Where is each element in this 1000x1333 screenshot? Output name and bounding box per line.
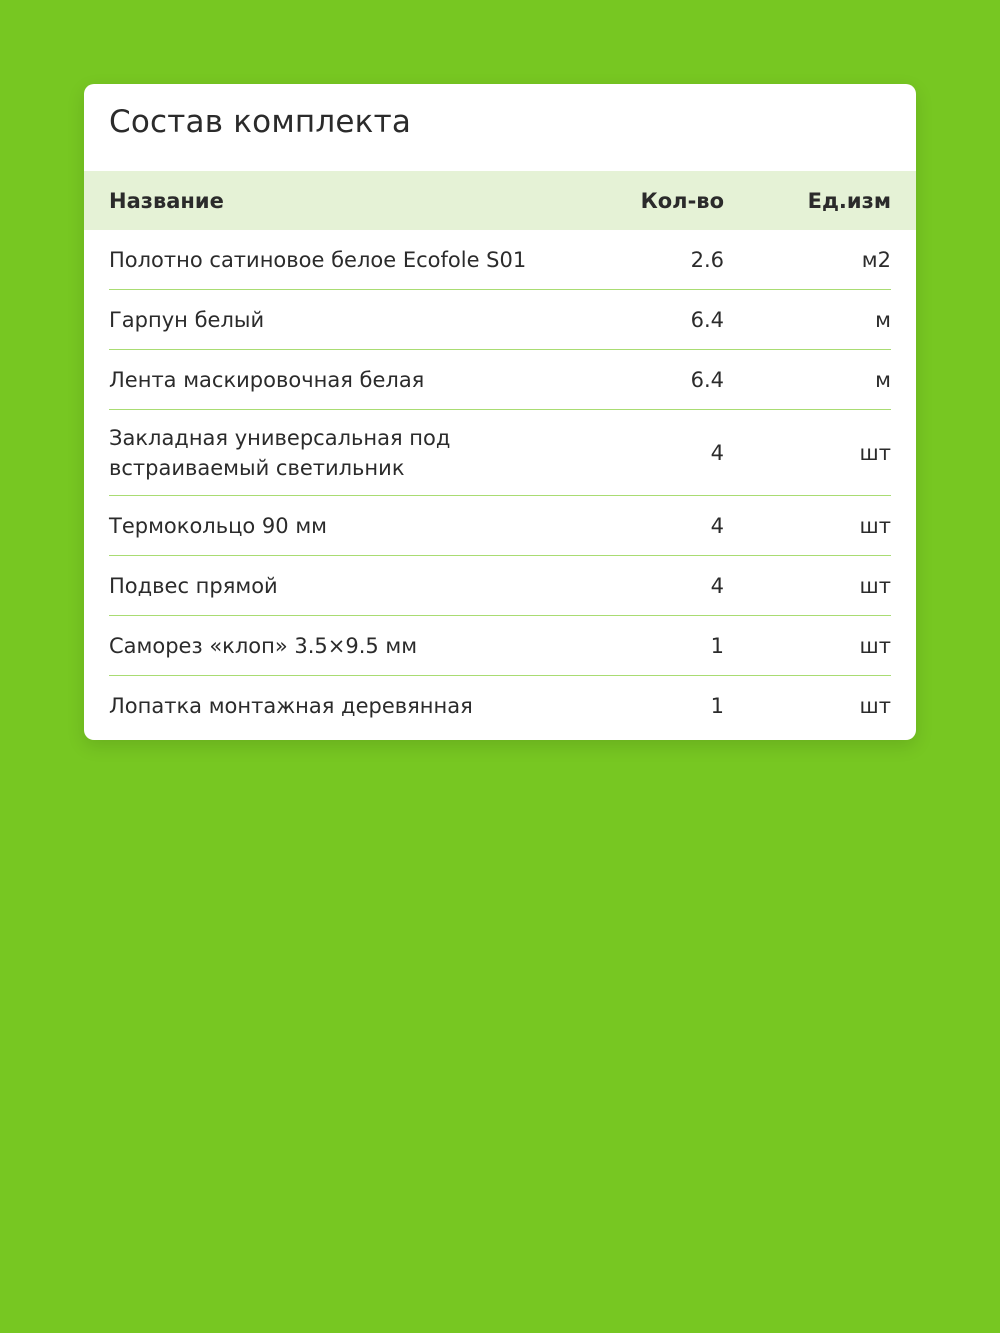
item-name: Подвес прямой [109, 574, 278, 598]
item-unit: шт [859, 634, 891, 658]
item-name: Лопатка монтажная деревянная [109, 694, 473, 718]
table-row [84, 290, 916, 350]
table-row [84, 410, 916, 496]
item-name: Закладная универсальная под встраиваемый светильник [109, 426, 451, 480]
table-row [84, 616, 916, 676]
table-row [84, 350, 916, 410]
item-qty: 1 [710, 694, 724, 718]
table-header [84, 171, 916, 230]
item-qty: 6.4 [690, 368, 724, 392]
item-qty: 6.4 [690, 308, 724, 332]
table-row [84, 496, 916, 556]
item-name: Термокольцо 90 мм [109, 514, 327, 538]
column-header-name: Название [109, 188, 224, 213]
item-name: Полотно сатиновое белое Ecofole S01 [109, 248, 527, 272]
item-name: Саморез «клоп» 3.5×9.5 мм [109, 634, 418, 658]
table-row [84, 556, 916, 616]
column-header-qty: Кол-во [640, 188, 724, 213]
item-qty: 4 [710, 441, 724, 465]
item-unit: шт [859, 441, 891, 465]
card-title: Состав комплекта [109, 104, 412, 140]
kit-composition-card [84, 84, 916, 740]
item-unit: шт [859, 694, 891, 718]
item-qty: 2.6 [690, 248, 724, 272]
item-unit: м [875, 308, 891, 332]
item-unit: шт [859, 514, 891, 538]
table-row [84, 676, 916, 736]
item-unit: м [875, 368, 891, 392]
table-body [84, 230, 916, 736]
column-header-unit: Ед.изм [807, 188, 891, 213]
item-name: Гарпун белый [109, 308, 265, 332]
item-name: Лента маскировочная белая [109, 368, 425, 392]
table-row [84, 230, 916, 290]
item-qty: 4 [710, 514, 724, 538]
item-qty: 1 [710, 634, 724, 658]
item-qty: 4 [710, 574, 724, 598]
item-unit: шт [859, 574, 891, 598]
item-unit: м2 [861, 248, 891, 272]
